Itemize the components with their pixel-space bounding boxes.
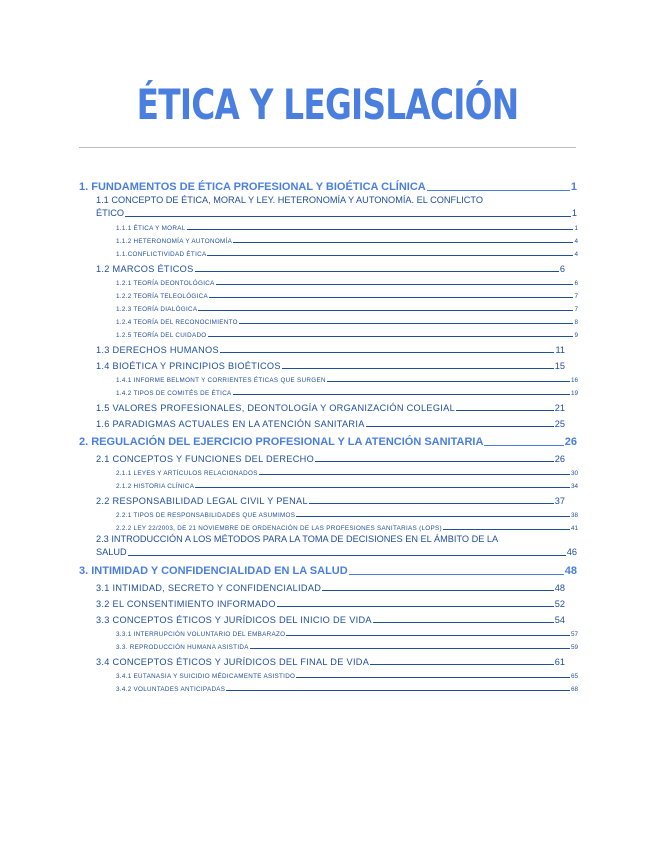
toc-chapter-entry[interactable] <box>79 559 577 577</box>
toc-entry-label: 1.2.2 TEORÍA TELEOLÓGICA <box>116 293 209 300</box>
toc-entry-label: 3.3.1 INTERRUPCIÓN VOLUNTARIO DEL EMBARAZO <box>116 631 286 638</box>
toc-page-number: 1 <box>574 225 578 232</box>
toc-entry-label: 1.4.1 INFORME BELMONT Y CORRIENTES ÉTICAS QUE SURGEN <box>116 377 326 384</box>
toc-section-entry[interactable] <box>96 593 565 609</box>
toc-entry-label: 1.1.1 ÉTICA Y MORAL <box>116 225 186 232</box>
toc-page-number: 68 <box>570 686 578 693</box>
toc-section-entry[interactable] <box>96 490 565 506</box>
toc-leader-line <box>209 297 573 298</box>
toc-entry-label: 2.3 INTRODUCCIÓN A LOS MÉTODOS PARA LA TOMA DE DECISIONES EN EL ÁMBITO DE LA <box>96 534 499 544</box>
toc-page-number: 26 <box>564 436 577 448</box>
toc-section-entry[interactable] <box>96 651 565 667</box>
toc-subsection-entry[interactable] <box>116 638 578 651</box>
toc-page-number: 8 <box>574 319 578 326</box>
toc-entry-label: 1.1 CONCEPTO DE ÉTICA, MORAL Y LEY. HETERONOMÍA Y AUTONOMÍA. EL CONFLICTO <box>96 195 483 205</box>
toc-entry-label: 2.2 RESPONSABILIDAD LEGAL CIVIL Y PENAL <box>96 496 308 506</box>
toc-entry-label: 3. INTIMIDAD Y CONFIDENCIALIDAD EN LA SALUD <box>79 565 348 577</box>
toc-entry-label: 2.1.1 LEYES Y ARTÍCULOS RELACIONADOS <box>116 470 258 477</box>
toc-section-entry[interactable] <box>96 258 565 274</box>
toc-page-number: 34 <box>570 483 578 490</box>
toc-leader-line <box>125 216 571 217</box>
toc-subsection-entry[interactable] <box>116 384 578 397</box>
toc-entry-label: 1.4 BIOÉTICA Y PRINCIPIOS BIOÉTICOS <box>96 361 281 371</box>
toc-entry-label-continued: SALUD <box>96 547 127 557</box>
toc-leader-line <box>198 310 573 311</box>
toc-leader-line <box>309 503 554 504</box>
toc-leader-line <box>239 323 574 324</box>
toc-leader-line <box>373 622 554 623</box>
toc-leader-line <box>349 574 564 575</box>
toc-leader-line <box>208 336 574 337</box>
toc-leader-line <box>484 445 563 446</box>
toc-entry-label: 3.1 INTIMIDAD, SECRETO Y CONFIDENCIALIDAD <box>96 583 322 593</box>
toc-page-number: 54 <box>554 615 565 625</box>
toc-page-number: 61 <box>554 657 565 667</box>
toc-entry-label: 1.2.4 TEORÍA DEL RECONOCIMIENTO <box>116 319 238 326</box>
toc-page-number: 46 <box>566 547 577 557</box>
toc-leader-line <box>195 271 559 272</box>
toc-page-number: 9 <box>574 332 578 339</box>
toc-page-number: 52 <box>554 599 565 609</box>
toc-subsection-entry[interactable] <box>116 680 578 693</box>
toc-subsection-entry[interactable] <box>116 245 578 258</box>
toc-page-number: 1 <box>570 181 577 193</box>
toc-entry-label: 1.6 PARADIGMAS ACTUALES EN LA ATENCIÓN SANITARIA <box>96 419 365 429</box>
toc-subsection-entry[interactable] <box>116 287 578 300</box>
toc-leader-line <box>327 381 570 382</box>
toc-entry-label-continued: ÉTICO <box>96 208 125 218</box>
toc-entry-label: 2.2.1 TIPOS DE RESPONSABILIDADES QUE ASUMIMOS <box>116 512 296 519</box>
toc-entry-label: 1.1.CONFLICTIVIDAD ÉTICA <box>116 251 207 258</box>
toc-page-number: 37 <box>554 496 565 506</box>
toc-page-number: 19 <box>570 390 578 397</box>
toc-leader-line <box>315 461 554 462</box>
toc-page-number: 30 <box>570 470 578 477</box>
toc-section-entry[interactable] <box>96 339 565 355</box>
toc-entry-label: 1.2.1 TEORÍA DEONTOLÓGICA <box>116 280 215 287</box>
toc-leader-line <box>277 606 554 607</box>
toc-entry-label: 3.4 CONCEPTOS ÉTICOS Y JURÍDICOS DEL FINAL DE VIDA <box>96 657 370 667</box>
toc-page-number: 4 <box>574 238 578 245</box>
toc-section-entry[interactable] <box>96 397 565 413</box>
toc-subsection-entry[interactable] <box>116 464 578 477</box>
toc-page-number: 26 <box>554 454 565 464</box>
toc-entry-label: 2.1 CONCEPTOS Y FUNCIONES DEL DERECHO <box>96 454 315 464</box>
toc-entry-label: 2.1.2 HISTORIA CLÍNICA <box>116 483 195 490</box>
toc-page-number: 7 <box>574 293 578 300</box>
toc-leader-line <box>233 242 573 243</box>
toc-subsection-entry[interactable] <box>116 625 578 638</box>
toc-subsection-entry[interactable] <box>116 232 578 245</box>
toc-entry-label: 2. REGULACIÓN DEL EJERCICIO PROFESIONAL Y LA ATENCIÓN SANITARIA <box>79 436 484 448</box>
toc-page-number: 65 <box>570 673 578 680</box>
toc-entry-label: 1.4.2 TIPOS DE COMITÉS DE ÉTICA <box>116 390 232 397</box>
toc-subsection-entry[interactable] <box>116 326 578 339</box>
toc-leader-line <box>296 677 570 678</box>
toc-entry-label: 1.2 MARCOS ÉTICOS <box>96 264 194 274</box>
toc-page-number: 6 <box>559 264 565 274</box>
toc-page-number: 21 <box>554 403 565 413</box>
toc-page-number: 7 <box>574 306 578 313</box>
toc-chapter-entry[interactable] <box>79 430 577 448</box>
toc-leader-line <box>226 690 570 691</box>
toc-page-number: 25 <box>554 419 565 429</box>
toc-entry-label: 3.3. REPRODUCCIÓN HUMANA ASISTIDA <box>116 644 249 651</box>
toc-chapter-entry[interactable] <box>79 175 577 193</box>
toc-entry-label: 3.4.1 EUTANASIA Y SUICIDIO MÉDICAMENTE ASISTIDO <box>116 673 296 680</box>
toc-entry-label: 1.2.3 TEORÍA DIALÓGICA <box>116 306 198 313</box>
toc-page-number: 57 <box>570 631 578 638</box>
toc-subsection-entry[interactable] <box>116 219 578 232</box>
toc-section-entry[interactable] <box>96 413 565 429</box>
toc-leader-line <box>187 229 574 230</box>
table-of-contents <box>0 175 655 693</box>
toc-leader-line <box>296 516 570 517</box>
title-divider <box>79 147 576 148</box>
toc-entry-label: 1.3 DERECHOS HUMANOS <box>96 345 219 355</box>
toc-page-number: 38 <box>570 512 578 519</box>
toc-subsection-entry[interactable] <box>116 300 578 313</box>
toc-leader-line <box>370 664 554 665</box>
toc-entry-label: 1.5 VALORES PROFESIONALES, DEONTOLOGÍA Y ORGANIZACIÓN COLEGIAL <box>96 403 455 413</box>
toc-leader-line <box>366 426 554 427</box>
toc-leader-line <box>443 529 570 530</box>
toc-page-number: 48 <box>554 583 565 593</box>
toc-page-number: 15 <box>554 361 565 371</box>
toc-subsection-entry[interactable] <box>116 667 578 680</box>
toc-entry[interactable] <box>96 195 577 219</box>
toc-page-number: 6 <box>574 280 578 287</box>
toc-subsection-entry[interactable] <box>116 506 578 519</box>
toc-entry[interactable] <box>96 534 577 558</box>
toc-subsection-entry[interactable] <box>116 519 578 532</box>
toc-page-number: 48 <box>564 565 577 577</box>
toc-entry-label: 1.2.5 TEORÍA DEL CUIDADO <box>116 332 207 339</box>
document-title: ÉTICA Y LEGISLACIÓN <box>136 80 519 129</box>
toc-leader-line <box>322 590 554 591</box>
toc-page-number: 1 <box>571 208 577 218</box>
toc-leader-line <box>250 648 570 649</box>
toc-section-entry[interactable] <box>96 355 565 371</box>
toc-subsection-entry[interactable] <box>116 313 578 326</box>
toc-section-entry[interactable] <box>96 577 565 593</box>
toc-entry-label: 1. FUNDAMENTOS DE ÉTICA PROFESIONAL Y BIOÉTICA CLÍNICA <box>79 181 426 193</box>
toc-leader-line <box>456 410 554 411</box>
toc-entry-label: 2.2.2 LEY 22/2003, DE 21 NOVIEMBRE DE ORDENACIÓN DE LAS PROFESIONES SANITARIAS (LOPS) <box>116 525 442 532</box>
toc-subsection-entry[interactable] <box>116 371 578 384</box>
toc-leader-line <box>286 635 570 636</box>
toc-entry-label: 3.2 EL CONSENTIMIENTO INFORMADO <box>96 599 276 609</box>
toc-section-entry[interactable] <box>96 609 565 625</box>
toc-page-number: 41 <box>570 525 578 532</box>
toc-leader-line <box>195 487 570 488</box>
toc-page-number: 59 <box>570 644 578 651</box>
toc-page-number: 11 <box>555 345 565 355</box>
toc-leader-line <box>207 255 573 256</box>
toc-leader-line <box>427 190 570 191</box>
toc-leader-line <box>282 368 554 369</box>
toc-leader-line <box>128 555 566 556</box>
toc-subsection-entry[interactable] <box>116 274 578 287</box>
toc-page-number: 16 <box>570 377 578 384</box>
toc-leader-line <box>259 474 570 475</box>
toc-entry-label: 3.4.2 VOLUNTADES ANTICIPADAS <box>116 686 226 693</box>
toc-leader-line <box>216 284 574 285</box>
toc-subsection-entry[interactable] <box>116 477 578 490</box>
toc-leader-line <box>233 394 570 395</box>
toc-page-number: 4 <box>574 251 578 258</box>
toc-section-entry[interactable] <box>96 448 565 464</box>
toc-entry-label: 1.1.2 HETERONOMÍA Y AUTONOMÍA <box>116 238 233 245</box>
toc-leader-line <box>220 352 555 353</box>
toc-entry-label: 3.3 CONCEPTOS ÉTICOS Y JURÍDICOS DEL INICIO DE VIDA <box>96 615 372 625</box>
